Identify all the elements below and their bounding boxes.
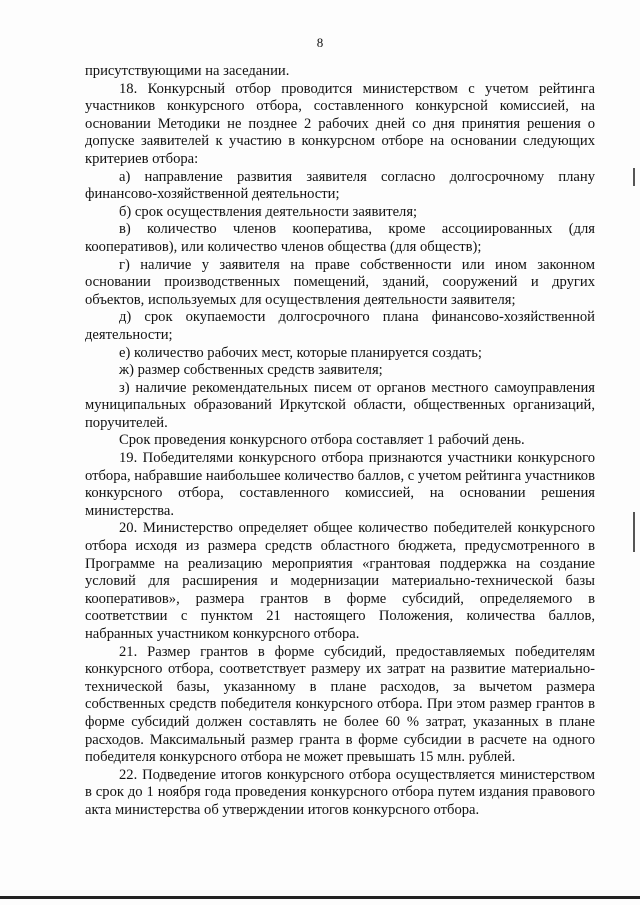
criterion-a: а) направление развития заявителя согласно долгосрочному плану финансово-хозяйственной деятельности;: [85, 168, 595, 203]
paragraph-item-19: 19. Победителями конкурсного отбора признаются участники конкурсного отбора, набравшие наибольшее количество баллов, с учетом рейтинга участников конкурсного отбора, составленного комиссией, на основании решения министерства.: [85, 450, 595, 519]
paragraph-item-21: 21. Размер грантов в форме субсидий, предоставляемых победителям конкурсного отбора, соответствует размеру их затрат на развитие материально-технической базы, указанному в плане расходов, за вычетом размера собственных средств победителя конкурсного отбора. При этом размер грантов в форме субсидий должен составлять не более 60 % затрат, указанных в плане расходов. Максимальный размер гранта в форме субсидии в расчете на одного победителя конкурсного отбора не может превышать 15 млн. рублей.: [85, 643, 595, 766]
criterion-d: д) срок окупаемости долгосрочного плана финансово-хозяйственной деятельности;: [85, 309, 595, 343]
page-number: 8: [316, 35, 324, 50]
scan-bottom-edge: [0, 896, 640, 899]
paragraph: присутствующими на заседании.: [85, 63, 290, 79]
criterion-z: з) наличие рекомендательных писем от органов местного самоуправления муниципальных образований Иркутской области, общественных организаций, поручителей.: [85, 379, 595, 431]
criterion-e: е) количество рабочих мест, которые планируется создать;: [119, 344, 482, 361]
paragraph-item-18: 18. Конкурсный отбор проводится министерством с учетом рейтинга участников конкурсного отбора, составленного конкурсной комиссией, на основании Методики не позднее 2 рабочих дней со дня принятия решения о допуске заявителей к участию в конкурсном отборе на основании следующих критериев отбора:: [85, 80, 595, 167]
paragraph-item-20: 20. Министерство определяет общее количество победителей конкурсного отбора исходя из размера средств областного бюджета, предусмотренного в Программе на реализацию мероприятия «грантовая поддержка на создание условий для расширения и модернизации материально-технической базы кооперативов», размера грантов в форме субсидий, определяемого в соответствии с пунктом 21 настоящего Положения, количества баллов, набранных участником конкурсного отбора.: [85, 520, 595, 642]
scan-edge-mark: [633, 512, 635, 552]
selection-duration: Срок проведения конкурсного отбора составляет 1 рабочий день.: [119, 432, 525, 449]
criterion-g: г) наличие у заявителя на праве собственности или ином законном основании производственных помещений, зданий, сооружений и других объектов, используемых для осуществления деятельности заявителя;: [85, 256, 595, 308]
scan-edge-mark: [633, 168, 635, 186]
criterion-v: в) количество членов кооператива, кроме ассоциированных (для кооперативов), или количество членов общества (для обществ);: [85, 221, 595, 255]
criterion-b: б) срок осуществления деятельности заявителя;: [119, 203, 418, 220]
document-body: [85, 63, 595, 820]
criterion-zh: ж) размер собственных средств заявителя;: [119, 362, 383, 379]
paragraph-item-22: 22. Подведение итогов конкурсного отбора осуществляется министерством в срок до 1 ноября года проведения конкурсного отбора путем издания правового акта министерства об утверждении итогов конкурсного отбора.: [85, 766, 595, 818]
